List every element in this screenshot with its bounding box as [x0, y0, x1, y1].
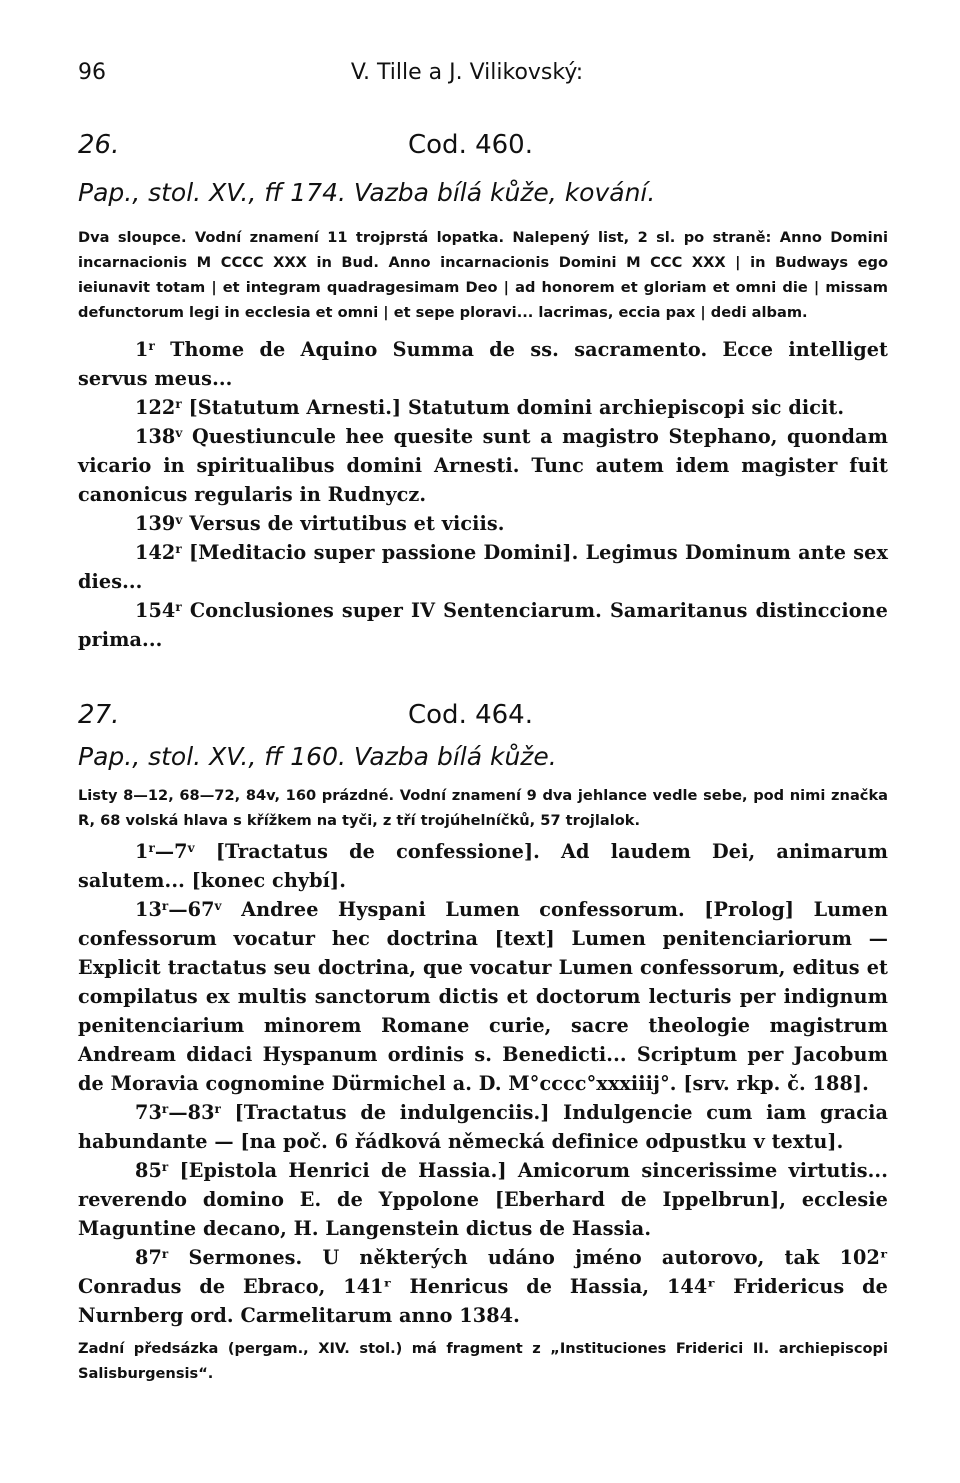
list-item: 1$^r$—7$^v$ [Tractatus de confessione]. Ad laudem Dei, animarum salutem... [konec chybí]. — [78, 840, 888, 892]
contents-list — [78, 837, 888, 1330]
entry-27 — [78, 700, 888, 1386]
entry-heading — [78, 130, 888, 160]
section-gap — [78, 654, 888, 700]
entry-26 — [78, 130, 888, 654]
list-item: 85$^r$ [Epistola Henrici de Hassia.] Amicorum sincerissime virtutis... reverendo domino E. de Yppolone [Eberhard de Ippelbrun], ecclesie Maguntine decano, H. Langenstein dictus de Hassia. — [78, 1159, 888, 1240]
list-item: 87$^r$ Sermones. U některých udáno jméno autorovo, tak 102ʳ Conradus de Ebraco, 141ʳ Henricus de Hassia, 144ʳ Fridericus de Nurnberg ord. Carmelitarum anno 1384. — [78, 1246, 888, 1327]
list-item: 73$^r$—83$^r$ [Tractatus de indulgenciis.] Indulgencie cum iam gracia habundante — [na poč. 6 řádková německá definice odpustku v textu]. — [78, 1101, 888, 1153]
contents-list — [78, 335, 888, 654]
physical-description: Pap., stol. XV., ff 160. Vazba bílá kůže. — [78, 742, 557, 771]
entry-heading — [78, 700, 888, 730]
list-item: 139$^v$ Versus de virtutibus et viciis. — [135, 512, 505, 535]
running-title: V. Tille a J. Vilikovský: — [350, 60, 584, 85]
list-item: 142$^r$ [Meditacio super passione Domini]. Legimus Dominum ante sex dies... — [78, 541, 888, 593]
list-item: 154$^r$ Conclusiones super IV Sentenciarum. Samaritanus distinccione prima... — [78, 599, 888, 651]
list-item: 13$^r$—67$^v$ Andree Hyspani Lumen confessorum. [Prolog] Lumen confessorum vocatur hec doctrina [text] Lumen penitenciariorum — Explicit tractatus seu doctrina, que vocatur Lumen confessorum, editus et compilatus ex multis sanctorum dictis et doctorum lecturis per indignum penitenciarium minorem Romane curie, sacre theologie magistrum Andream didaci Hyspanum ordinis s. Benedicti... Scriptum per Jacobum de Moravia cognomine Dürmichel a. D. M°cccc°xxxiiij°. [srv. rkp. č. 188]. — [78, 898, 888, 1095]
endleaf-note: Zadní předsázka (pergam., XIV. stol.) má fragment z „Instituciones Friderici II. archiepiscopi Salisburgensis“. — [78, 1340, 888, 1382]
physical-description: Pap., stol. XV., ff 174. Vazba bílá kůže, kování. — [78, 178, 656, 207]
codicological-note: Dva sloupce. Vodní znamení 11 trojprstá lopatka. Nalepený list, 2 sl. po straně: Anno Domini incarnacionis M CCCC XXX in Bud. Anno incarnacionis Domini M CCC XXX | in Budways ego ieiunavit totam | et integram quadragesimam Deo | ad honorem et gloriam et omni die | missam defunctorum legi in ecclesia et omni | et sepe ploravi... lacrimas, eccia pax | dedi albam. — [78, 229, 888, 321]
entry-number: 26. — [78, 130, 120, 160]
running-head — [78, 60, 888, 96]
entry-number: 27. — [78, 700, 120, 730]
list-item: 1$^r$ Thome de Aquino Summa de ss. sacramento. Ecce intelliget servus meus... — [78, 338, 888, 390]
list-item: 122$^r$ [Statutum Arnesti.] Statutum domini archiepiscopi sic dicit. — [135, 396, 845, 419]
codex-label: Cod. 464. — [408, 700, 533, 730]
list-item: 138$^v$ Questiuncule hee quesite sunt a magistro Stephano, quondam vicario in spiritualibus domini Arnesti. Tunc autem idem magister fuit canonicus regularis in Rudnycz. — [78, 425, 888, 506]
codicological-note: Listy 8—12, 68—72, 84v, 160 prázdné. Vodní znamení 9 dva jehlance vedle sebe, pod nimi značka R, 68 volská hlava s křížkem na tyči, z tří trojúhelníčků, 57 trojlalok. — [78, 787, 888, 829]
page-number: 96 — [78, 60, 106, 85]
page — [78, 60, 888, 1390]
codex-label: Cod. 460. — [408, 130, 533, 160]
